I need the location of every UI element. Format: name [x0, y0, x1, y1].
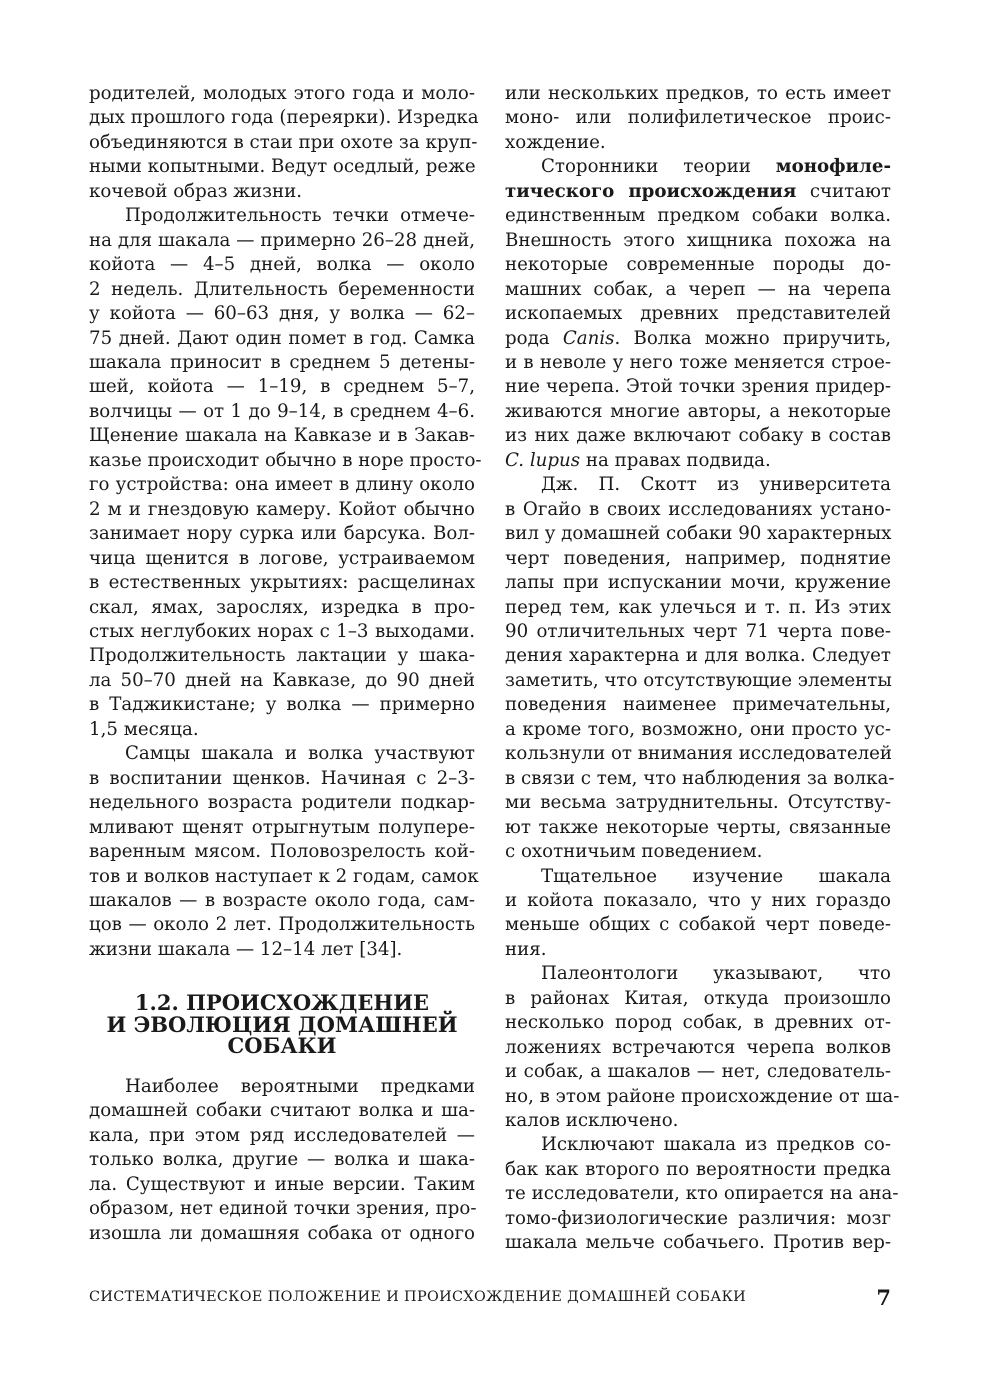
- text-line: томо-физиологические различия: мозг: [505, 1207, 891, 1229]
- text-line: Палеонтологи указывают, что: [541, 963, 891, 985]
- paragraph-reproduction: [89, 204, 482, 742]
- text-run: на правах подвида.: [580, 449, 771, 471]
- text-line: го устройства: она имеет в длину около: [89, 474, 475, 496]
- text-line: Дж. П. Скотт из университета: [541, 474, 891, 496]
- text-line: с охотничьим поведением.: [505, 841, 763, 863]
- paragraph-monophyletic: [505, 155, 891, 473]
- text-line: скал, ямах, зарослях, изредка в про-: [89, 596, 475, 618]
- text-line: Наиболее вероятными предками: [125, 1075, 475, 1097]
- paragraph-parental-care: [89, 742, 479, 962]
- text-line: варенным мясом. Половозрелость кой-: [89, 841, 475, 863]
- bold-term: тического происхождения: [505, 180, 797, 202]
- text-line: Продолжительность лактации у шака-: [89, 645, 475, 667]
- paragraph-mono-poly: [505, 82, 891, 155]
- paragraph-jackal-coyote: [505, 865, 891, 963]
- text-line: Продолжительность течки отмече-: [125, 205, 475, 227]
- text-line: ными копытными. Ведут оседлый, реже: [89, 156, 476, 178]
- text-line: Щенение шакала на Кавказе и в Закав-: [89, 425, 475, 447]
- text-line: ископаемых древних представителей: [505, 303, 891, 325]
- italic-term: Canis: [562, 327, 615, 349]
- text-line: те исследователи, кто опирается на ана-: [505, 1183, 899, 1205]
- text-line: ла 50–70 дней на Кавказе, до 90 дней: [89, 669, 475, 691]
- text-line: [505, 155, 891, 179]
- text-line: в воспитании щенков. Начиная с 2–3-: [89, 767, 475, 789]
- text-line: шей, койота — 1–19, в среднем 5–7,: [89, 376, 475, 398]
- text-line: шакала приносит в среднем 5 детены-: [89, 351, 475, 373]
- text-line: 1,5 месяца.: [89, 718, 199, 740]
- text-line: кользнули от внимания исследователей: [505, 743, 893, 765]
- text-line: калов исключено.: [505, 1110, 679, 1132]
- text-line: тов и волков наступает к 2 годам, самок: [89, 865, 479, 887]
- right-column: [505, 82, 900, 1256]
- heading-line: И ЭВОЛЮЦИЯ ДОМАШНЕЙ: [106, 1011, 458, 1037]
- page-number: 7: [876, 1285, 891, 1310]
- text-line: в Таджикистане; у волка — примерно: [89, 694, 475, 716]
- text-line: 90 отличительных черт 71 черта пове-: [505, 620, 891, 642]
- text-line: бак как второго по вероятности предка: [505, 1158, 891, 1180]
- text-line: и койота показало, что у них гораздо: [505, 889, 891, 911]
- text-line: меньше общих с собакой черт поведе-: [505, 914, 891, 936]
- text-line: хождение.: [505, 131, 606, 153]
- text-line: [505, 180, 891, 204]
- text-line: в связи с тем, что наблюдения за волка-: [505, 767, 895, 789]
- text-line: Внешность этого хищника похожа на: [505, 229, 891, 251]
- text-line: поведения наименее примечательны,: [505, 694, 891, 716]
- section-heading: [89, 992, 475, 1057]
- text-line: койота — 4–5 дней, волка — около: [89, 254, 475, 276]
- italic-term: C. lupus: [505, 449, 581, 471]
- text-line: недельного возраста родители подкар-: [89, 792, 475, 814]
- text-line: 2 недель. Длительность беременности: [89, 278, 475, 300]
- text-line: волчицы — от 1 до 9–14, в среднем 4–6.: [89, 400, 475, 422]
- text-line: в естественных укрытиях: расщелинах: [89, 572, 475, 594]
- text-line: только волка, другие — волка и шака-: [89, 1149, 475, 1171]
- running-title: СИСТЕМАТИЧЕСКОЕ ПОЛОЖЕНИЕ И ПРОИСХОЖДЕНИЕ ДОМАШНЕЙ СОБАКИ: [89, 1289, 747, 1305]
- text-line: шакала мельче собачьего. Против вер-: [505, 1232, 891, 1254]
- text-line: ложениях встречаются черепа волков: [505, 1036, 891, 1058]
- text-line: черт поведения, например, поднятие: [505, 547, 891, 569]
- text-run: считают: [796, 180, 891, 202]
- text-line: в районах Китая, откуда произошло: [505, 987, 891, 1009]
- text-line: занимает нору сурка или барсука. Вол-: [89, 523, 475, 545]
- text-run: Сторонники теории: [541, 156, 776, 178]
- text-line: объединяются в стаи при охоте за круп-: [89, 131, 478, 153]
- text-line: Тщательное изучение шакала: [541, 865, 891, 887]
- text-line: ют также некоторые черты, связанные: [505, 816, 891, 838]
- text-line: ми весьма затруднительны. Отсутству-: [505, 792, 891, 814]
- text-line: Самцы шакала и волка участвуют: [125, 743, 475, 765]
- text-line: машних собак, а череп — на черепа: [505, 278, 891, 300]
- text-line: кала, при этом ряд исследователей —: [89, 1124, 475, 1146]
- text-line: стых неглубоких норах с 1–3 выходами.: [89, 620, 475, 642]
- text-line: Исключают шакала из предков со-: [541, 1134, 891, 1156]
- text-line: кочевой образ жизни.: [89, 180, 303, 202]
- text-line: но, в этом районе происхождение от ша-: [505, 1085, 900, 1107]
- text-line: и собак, а шакалов — нет, следователь-: [505, 1061, 891, 1083]
- text-line: у койота — 60–63 дня, у волка — 62–: [89, 303, 475, 325]
- paragraph-ancestors: [89, 1075, 475, 1246]
- text-line: на для шакала — примерно 26–28 дней,: [89, 229, 475, 251]
- text-line: в Огайо в своих исследованиях устано-: [505, 498, 891, 520]
- paragraph-paleontology: [505, 962, 900, 1133]
- text-line: цов — около 2 лет. Продолжительность: [89, 914, 475, 936]
- text-line: 75 дней. Дают один помет в год. Самка: [89, 327, 475, 349]
- text-line: вил у домашней собаки 90 характерных: [505, 523, 892, 545]
- text-line: моно- или полифилетическое проис-: [505, 107, 891, 129]
- text-line: жизни шакала — 12–14 лет [34].: [89, 938, 403, 960]
- text-line: родителей, молодых этого года и моло-: [89, 83, 475, 104]
- text-line: и в неволе у него тоже меняется строе-: [505, 351, 891, 373]
- text-line: [505, 449, 891, 473]
- text-line: некоторые современные породы до-: [505, 254, 891, 276]
- text-line: изошла ли домашняя собака от одного: [89, 1222, 475, 1244]
- text-line: казье происходит обычно в норе просто-: [89, 449, 482, 471]
- text-line: образом, нет единой точки зрения, про-: [89, 1198, 477, 1220]
- heading-line: 1.2. ПРОИСХОЖДЕНИЕ: [134, 990, 430, 1016]
- text-line: ла. Существуют и иные версии. Таким: [89, 1173, 475, 1195]
- text-line: живаются многие авторы, а некоторые: [505, 400, 891, 422]
- bold-term: монофиле-: [775, 156, 891, 178]
- text-line: заметить, что отсутствующие элементы: [505, 669, 892, 691]
- text-line: а кроме того, возможно, они просто ус-: [505, 718, 891, 740]
- text-line: перед тем, как улечься и т. п. Из этих: [505, 596, 891, 618]
- page-footer: [89, 1287, 891, 1311]
- text-line: [505, 327, 891, 351]
- text-line: шакалов — в возрасте около года, сам-: [89, 889, 475, 911]
- paragraph-pack-behavior: [89, 82, 479, 204]
- text-line: из них даже включают собаку в состав: [505, 425, 891, 447]
- text-line: ния.: [505, 938, 547, 960]
- left-column: [89, 82, 482, 1246]
- text-line: несколько пород собак, в древних от-: [505, 1012, 891, 1034]
- text-line: или нескольких предков, то есть имеет: [505, 83, 891, 104]
- text-line: домашней собаки считают волка и ша-: [89, 1100, 475, 1122]
- text-run: рода: [505, 327, 563, 349]
- heading-line: СОБАКИ: [227, 1033, 337, 1059]
- text-line: 2 м и гнездовую камеру. Койот обычно: [89, 498, 475, 520]
- paragraph-anatomy: [505, 1133, 899, 1255]
- text-line: единственным предком собаки волка.: [505, 205, 891, 227]
- text-line: лапы при испускании мочи, кружение: [505, 572, 891, 594]
- text-line: дых прошлого года (переярки). Изредка: [89, 107, 479, 129]
- text-line: чица щенится в логове, устраиваемом: [89, 547, 475, 569]
- text-run: . Волка можно приручить,: [614, 327, 891, 349]
- text-line: мливают щенят отрыгнутым полупере-: [89, 816, 475, 838]
- text-line: дения характерна и для волка. Следует: [505, 645, 891, 667]
- text-line: ние черепа. Этой точки зрения придер-: [505, 376, 891, 398]
- paragraph-scott-study: [505, 473, 895, 864]
